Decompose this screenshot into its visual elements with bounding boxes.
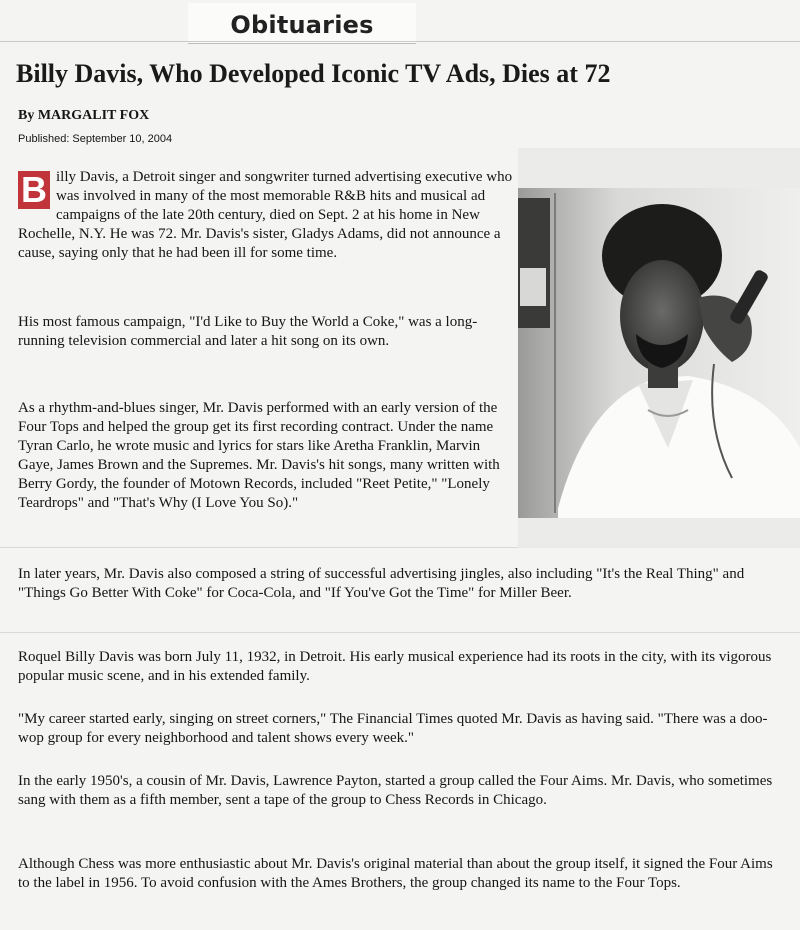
headline: Billy Davis, Who Developed Iconic TV Ads, Dies at 72 <box>16 59 611 88</box>
article-paragraph: Although Chess was more enthusiastic about Mr. Davis's original material than about the group itself, it signed the Four Aims to the label in 1956. To avoid confusion with the Ames Brothers, the group changed its name to the Four Tops. <box>18 856 773 891</box>
section-label: Obituaries <box>230 11 374 39</box>
portrait-illustration <box>518 148 800 548</box>
header-rule <box>0 41 800 42</box>
section-tab <box>188 3 416 44</box>
article-paragraph: His most famous campaign, "I'd Like to Buy the World a Coke," was a long-running television commercial and later a hit song on its own. <box>18 314 478 349</box>
published-date: Published: September 10, 2004 <box>18 133 173 145</box>
article-paragraph: "My career started early, singing on street corners," The Financial Times quoted Mr. Davis as having said. "There was a doo-wop group for every neighborhood and talent shows every week." <box>18 711 768 746</box>
byline: By MARGALIT FOX <box>18 108 150 123</box>
drop-cap: B <box>18 171 50 209</box>
portrait-photo <box>518 148 800 548</box>
article-paragraph <box>18 168 518 263</box>
article-paragraph: Roquel Billy Davis was born July 11, 1932, in Detroit. His early musical experience had its roots in the city, with its vigorous popular music scene, and in his extended family. <box>18 649 772 684</box>
article-paragraph: In the early 1950's, a cousin of Mr. Davis, Lawrence Payton, started a group called the Four Aims. Mr. Davis, who sometimes sang with them as a fifth member, sent a tape of the group to Chess Records in Chicago. <box>18 773 773 808</box>
lead-paragraph-text: illy Davis, a Detroit singer and songwriter turned advertising executive who was involved in many of the most memorable R&B hits and musical ad campaigns of the late 20th century, died on Sept. 2 at his home in New Rochelle, N.Y. He was 72. Mr. Davis's sister, Gladys Adams, did not announce a cause, saying only that he had been ill for some time. <box>18 169 513 261</box>
article-paragraph: As a rhythm-and-blues singer, Mr. Davis performed with an early version of the Four Tops and helped the group get its first recording contract. Under the name Tyran Carlo, he wrote music and lyrics for stars like Aretha Franklin, Marvin Gaye, James Brown and the Supremes. Mr. Davis's hit songs, many written with Berry Gordy, the founder of Motown Records, included "Reet Petite," "Lonely Teardrops" and "That's Why (I Love You So)." <box>18 400 500 511</box>
article-paragraph: In later years, Mr. Davis also composed a string of successful advertising jingles, also including "It's the Real Thing" and "Things Go Better With Coke" for Coca-Cola, and "If You've Got the Time" for Miller Beer. <box>18 566 745 601</box>
paper-fold-line <box>0 632 800 633</box>
